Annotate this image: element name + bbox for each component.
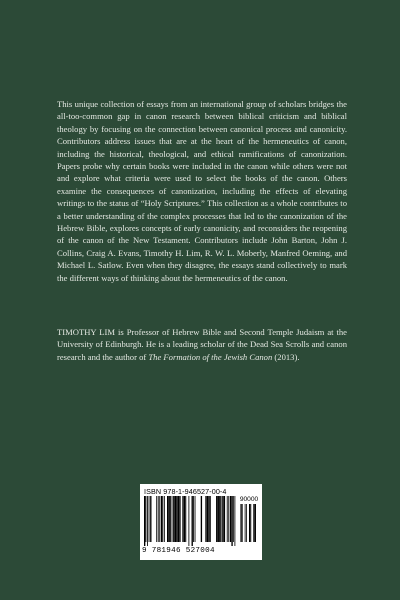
barcode-bar: [193, 496, 194, 542]
barcode-bar: [164, 496, 165, 542]
author-book-title: The Formation of the Jewish Canon: [148, 351, 273, 362]
barcode-bar: [179, 496, 180, 542]
barcode-bar: [234, 496, 235, 546]
author-bio-suffix: (2013).: [272, 351, 300, 362]
barcode-bar: [227, 496, 228, 542]
barcode-bar: [184, 496, 185, 542]
barcode-bar: [210, 496, 211, 542]
barcode: [140, 484, 262, 560]
isbn-label: ISBN 978-1-946527-00-4: [144, 487, 227, 496]
barcode-bar: [178, 496, 179, 542]
barcode-bar: [176, 496, 177, 542]
barcode-bar: [207, 496, 208, 542]
barcode-bar: [185, 496, 186, 542]
barcode-bar: [246, 504, 247, 542]
barcode-bar: [159, 496, 160, 542]
barcode-bar: [250, 504, 251, 542]
book-description: This unique collection of essays from an international group of scholars bridges the all-too-common gap in canon research between biblical criticism and biblical theology by focusing on the connection between canonical process and canonicity. Contributors address issues that are at the heart of the hermeneutics of canon, including the historical, theological, and ethical ramifications of canonization. Papers probe why certain books were included in the canon while others were not and explore what criteria were used to select the books of the canon. Others examine the consequences of canonization, including the effects of elevating writings to the status of “Holy Scriptures.” This collection as a whole contributes to a better understanding of the complex processes that led to the canonization of the Hebrew Bible, explores concepts of early canonicity, and reconsiders the reopening of the canon of the New Testament. Contributors include John Barton, John J. Collins, Craig A. Evans, Timothy H. Lim, R. W. L. Moberly, Manfred Oeming, and Michael L. Satlow. Even when they disagree, the essays stand collectively to mark the different ways of thinking about the hermeneutics of the canon.: [57, 99, 347, 283]
barcode-bar: [219, 496, 220, 542]
barcode-bar: [231, 496, 232, 546]
barcode-bar: [240, 504, 241, 542]
barcode-bar: [233, 496, 234, 542]
barcode-bar: [218, 496, 219, 542]
barcode-bar: [147, 496, 148, 546]
barcode-digits: 9 781946 527004: [142, 547, 215, 555]
barcode-bar: [188, 496, 189, 546]
barcode-bar: [169, 496, 170, 542]
barcode-bar: [255, 504, 256, 542]
barcode-bar: [150, 496, 151, 542]
barcode-bar: [167, 496, 168, 542]
barcode-bar: [170, 496, 171, 542]
barcode-bar: [192, 496, 193, 546]
barcode-bar: [224, 496, 225, 542]
barcode-bar: [161, 496, 162, 542]
barcode-bar: [245, 504, 246, 542]
barcode-bar: [228, 496, 229, 542]
barcode-bar: [201, 496, 202, 542]
barcode-bar: [175, 496, 176, 542]
barcode-bar: [158, 496, 159, 542]
barcode-bar: [144, 496, 145, 546]
barcode-bar: [253, 504, 254, 542]
barcode-addon-bars: [239, 504, 259, 546]
barcode-bar: [208, 496, 209, 542]
barcode-addon-number: 90000: [239, 496, 259, 503]
barcode-bar: [221, 496, 222, 542]
barcode-bar: [172, 496, 173, 542]
barcode-bars: [144, 496, 236, 546]
barcode-bar: [149, 496, 150, 542]
barcode-bar: [216, 496, 217, 542]
barcode-bar: [205, 496, 206, 542]
barcode-bar: [222, 496, 223, 542]
barcode-bar: [156, 496, 157, 542]
barcode-bar: [162, 496, 163, 542]
barcode-bar: [249, 504, 250, 542]
barcode-bar: [195, 496, 196, 542]
barcode-bar: [242, 504, 243, 542]
barcode-bar: [230, 496, 231, 542]
barcode-bar: [146, 496, 147, 542]
barcode-bar: [182, 496, 183, 542]
author-bio-text: TIMOTHY LIM is Professor of Hebrew Bible and Second Temple Judaism at the University of Edinburgh. He is a leading scholar of the Dead Sea Scrolls and canon research and the author of: [57, 327, 347, 362]
author-bio: [57, 326, 347, 363]
barcode-bar: [173, 496, 174, 542]
